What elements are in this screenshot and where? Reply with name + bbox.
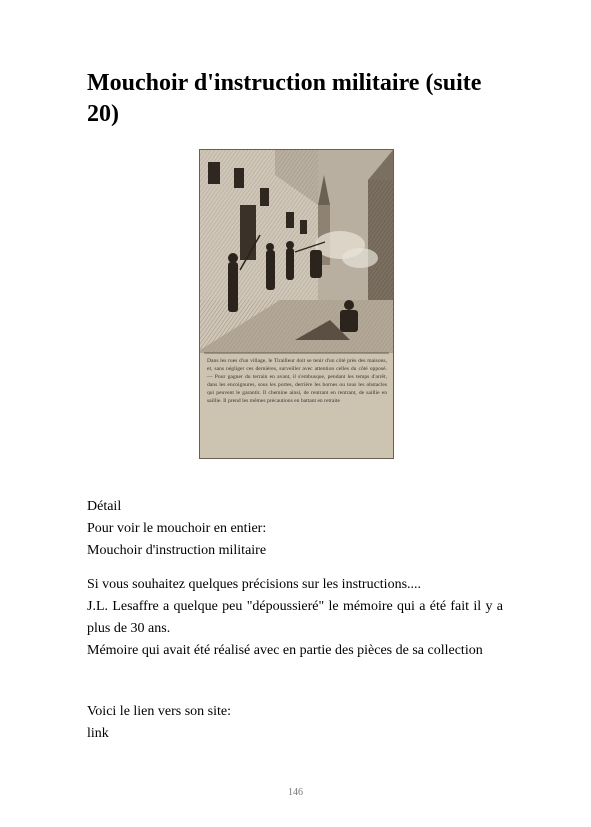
site-link-intro: Voici le lien vers son site: [87, 704, 231, 719]
site-link-block [87, 701, 503, 745]
page-number: 146 [288, 787, 303, 798]
engraving-caption: Dans les rues d'un village, le Tirailleur doit se tenir d'un côté près des maisons, et, sans négliger ces dernières, surveiller avec attention celles du côté opposé. — Pour gagner du terrain en avant, il s'embusque, pendant les temps d'arrêt, dans les encoignures, sous les portes, derrière les bornes ou tous les obstacles qui peuvent le garantir. Il chemine ainsi, de rentrant en rentrant, de saillie en saillie. Il prend les mêmes précautions en battant en retraite [207, 358, 387, 404]
info-block [87, 574, 503, 662]
page-title: Mouchoir d'instruction militaire (suite 20) [87, 70, 482, 127]
site-link[interactable]: link [87, 726, 109, 741]
info-collection: Mémoire qui avait été réalisé avec en partie des pièces de sa collection [87, 643, 483, 658]
full-view-prompt: Pour voir le mouchoir en entier: [87, 521, 267, 536]
detail-label: Détail [87, 499, 122, 514]
detail-block [87, 496, 503, 562]
info-memoir: J.L. Lesaffre a quelque peu "dépoussieré" le mémoire qui a été fait il y a plus de 30 ans. [87, 599, 503, 636]
full-handkerchief-link[interactable]: Mouchoir d'instruction militaire [87, 543, 267, 558]
engraving-scene [200, 150, 393, 458]
engraving-illustration [199, 149, 394, 459]
info-intro: Si vous souhaitez quelques précisions sur les instructions.... [87, 577, 422, 592]
